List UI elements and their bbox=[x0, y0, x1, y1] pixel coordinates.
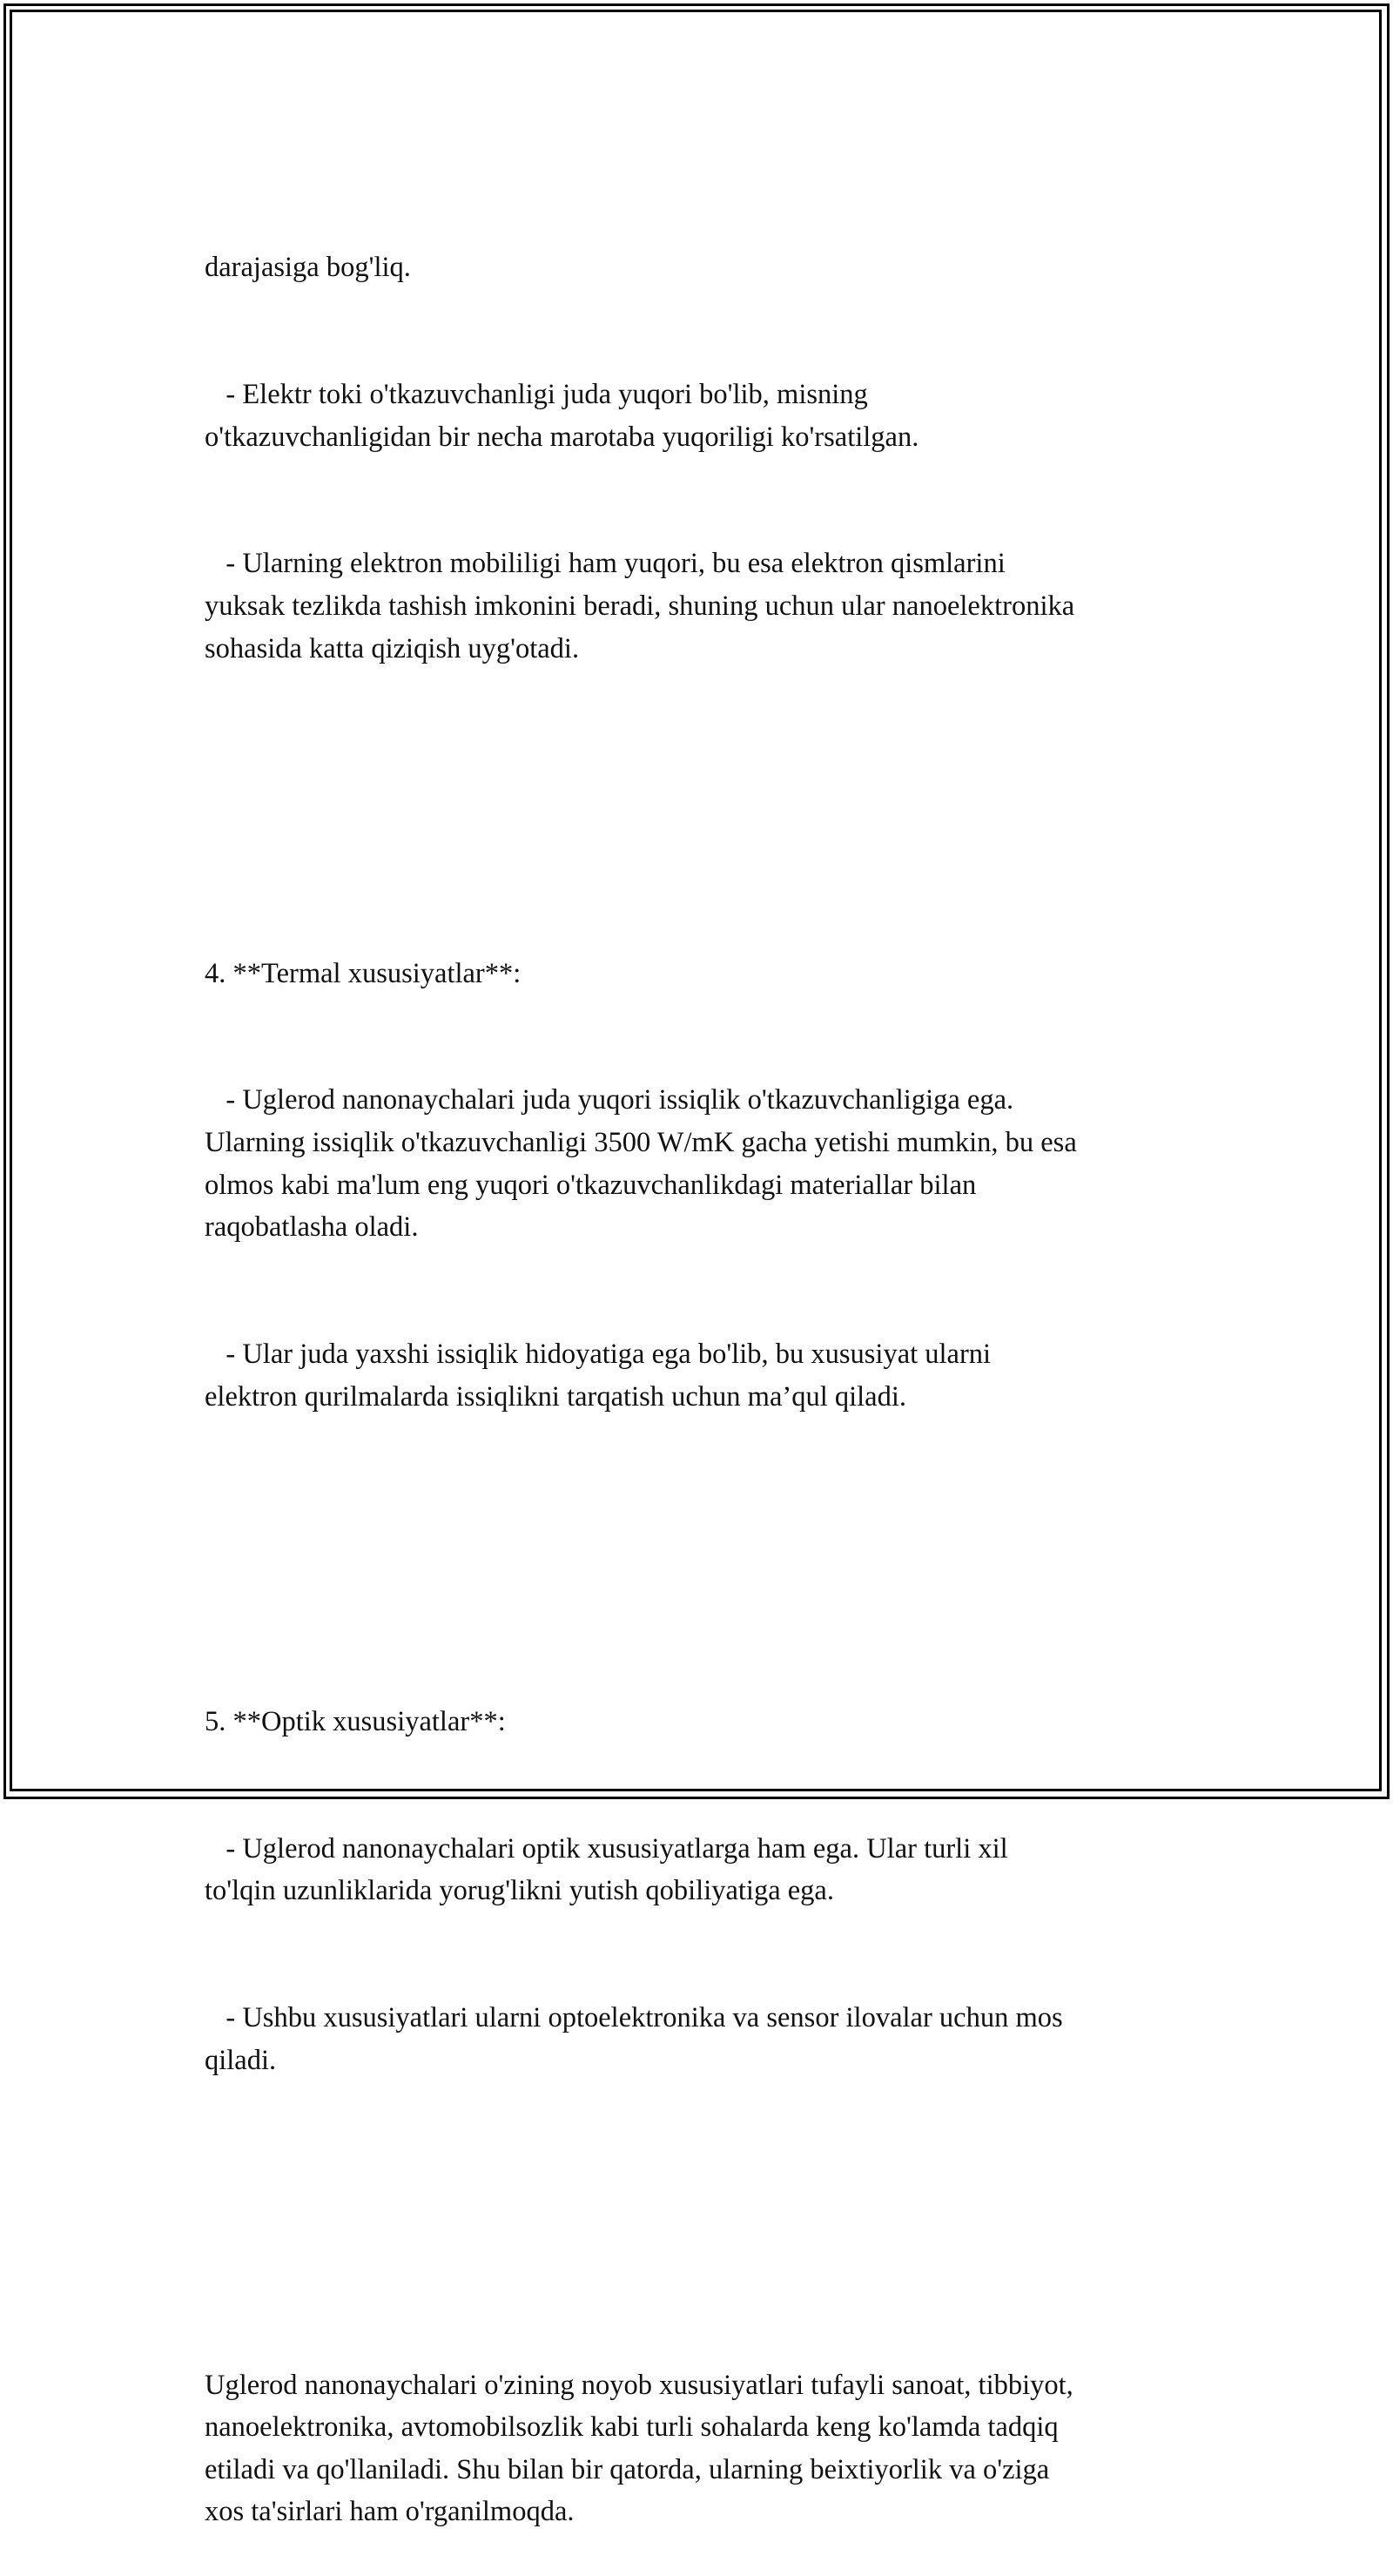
thermal-bullet: - Ular juda yaxshi issiqlik hidoyatiga ega bo'lib, bu xususiyat ularni elektron qurilmalarda issiqlikni tarqatish uchun ma’qul qiladi. bbox=[205, 1339, 992, 1413]
electrical-bullet: - Ularning elektron mobililigi ham yuqori, bu esa elektron qismlarini yuksak tezlikda tashish imkonini beradi, shuning uchun ular nanoelektronika sohasida katta qiziqish uyg'otadi. bbox=[205, 548, 1075, 664]
paragraph-gap bbox=[205, 797, 1206, 826]
paragraph-gap bbox=[205, 2208, 1206, 2237]
continuation-text: darajasiga bog'liq. bbox=[205, 252, 411, 284]
electrical-bullet: - Elektr toki o'tkazuvchanligi juda yuqori bo'lib, misning o'tkazuvchanligidan bir necha marotaba yuqoriligi ko'rsatilgan. bbox=[205, 378, 919, 453]
section-heading-optical: 5. **Optik xususiyatlar**: bbox=[205, 1705, 506, 1737]
thermal-bullet: - Uglerod nanonaychalari juda yuqori issiqlik o'tkazuvchanligiga ega. Ularning issiqlik o'tkazuvchanligi 3500 W/mK gacha yetishi mumkin, bu esa olmos kabi ma'lum eng yuqori o'tkazuvchanlikdagi materiallar bilan raqobatlasha oladi. bbox=[205, 1084, 1077, 1244]
section-heading-thermal: 4. **Termal xususiyatlar**: bbox=[205, 957, 522, 989]
optical-bullet: - Uglerod nanonaychalari optik xususiyatlarga ham ega. Ular turli xil to'lqin uzunliklarida yorug'likni yutish qobiliyatiga ega. bbox=[205, 1832, 1008, 1907]
document-body bbox=[205, 162, 1206, 2576]
paragraph-gap bbox=[205, 1545, 1206, 1574]
optical-bullet: - Ushbu xususiyatlari ularni optoelektronika va sensor ilovalar uchun mos qiladi. bbox=[205, 2001, 1063, 2076]
conclusion-paragraph: Uglerod nanonaychalari o'zining noyob xususiyatlari tufayli sanoat, tibbiyot, nanoelektronika, avtomobilsozlik kabi turli sohalarda keng ko'lamda tadqiq etiladi va qo'llaniladi. Shu bilan bir qatorda, ularning beixtiyorlik va o'ziga xos ta'sirlari ham o'rganilmoqda. bbox=[205, 2369, 1073, 2528]
